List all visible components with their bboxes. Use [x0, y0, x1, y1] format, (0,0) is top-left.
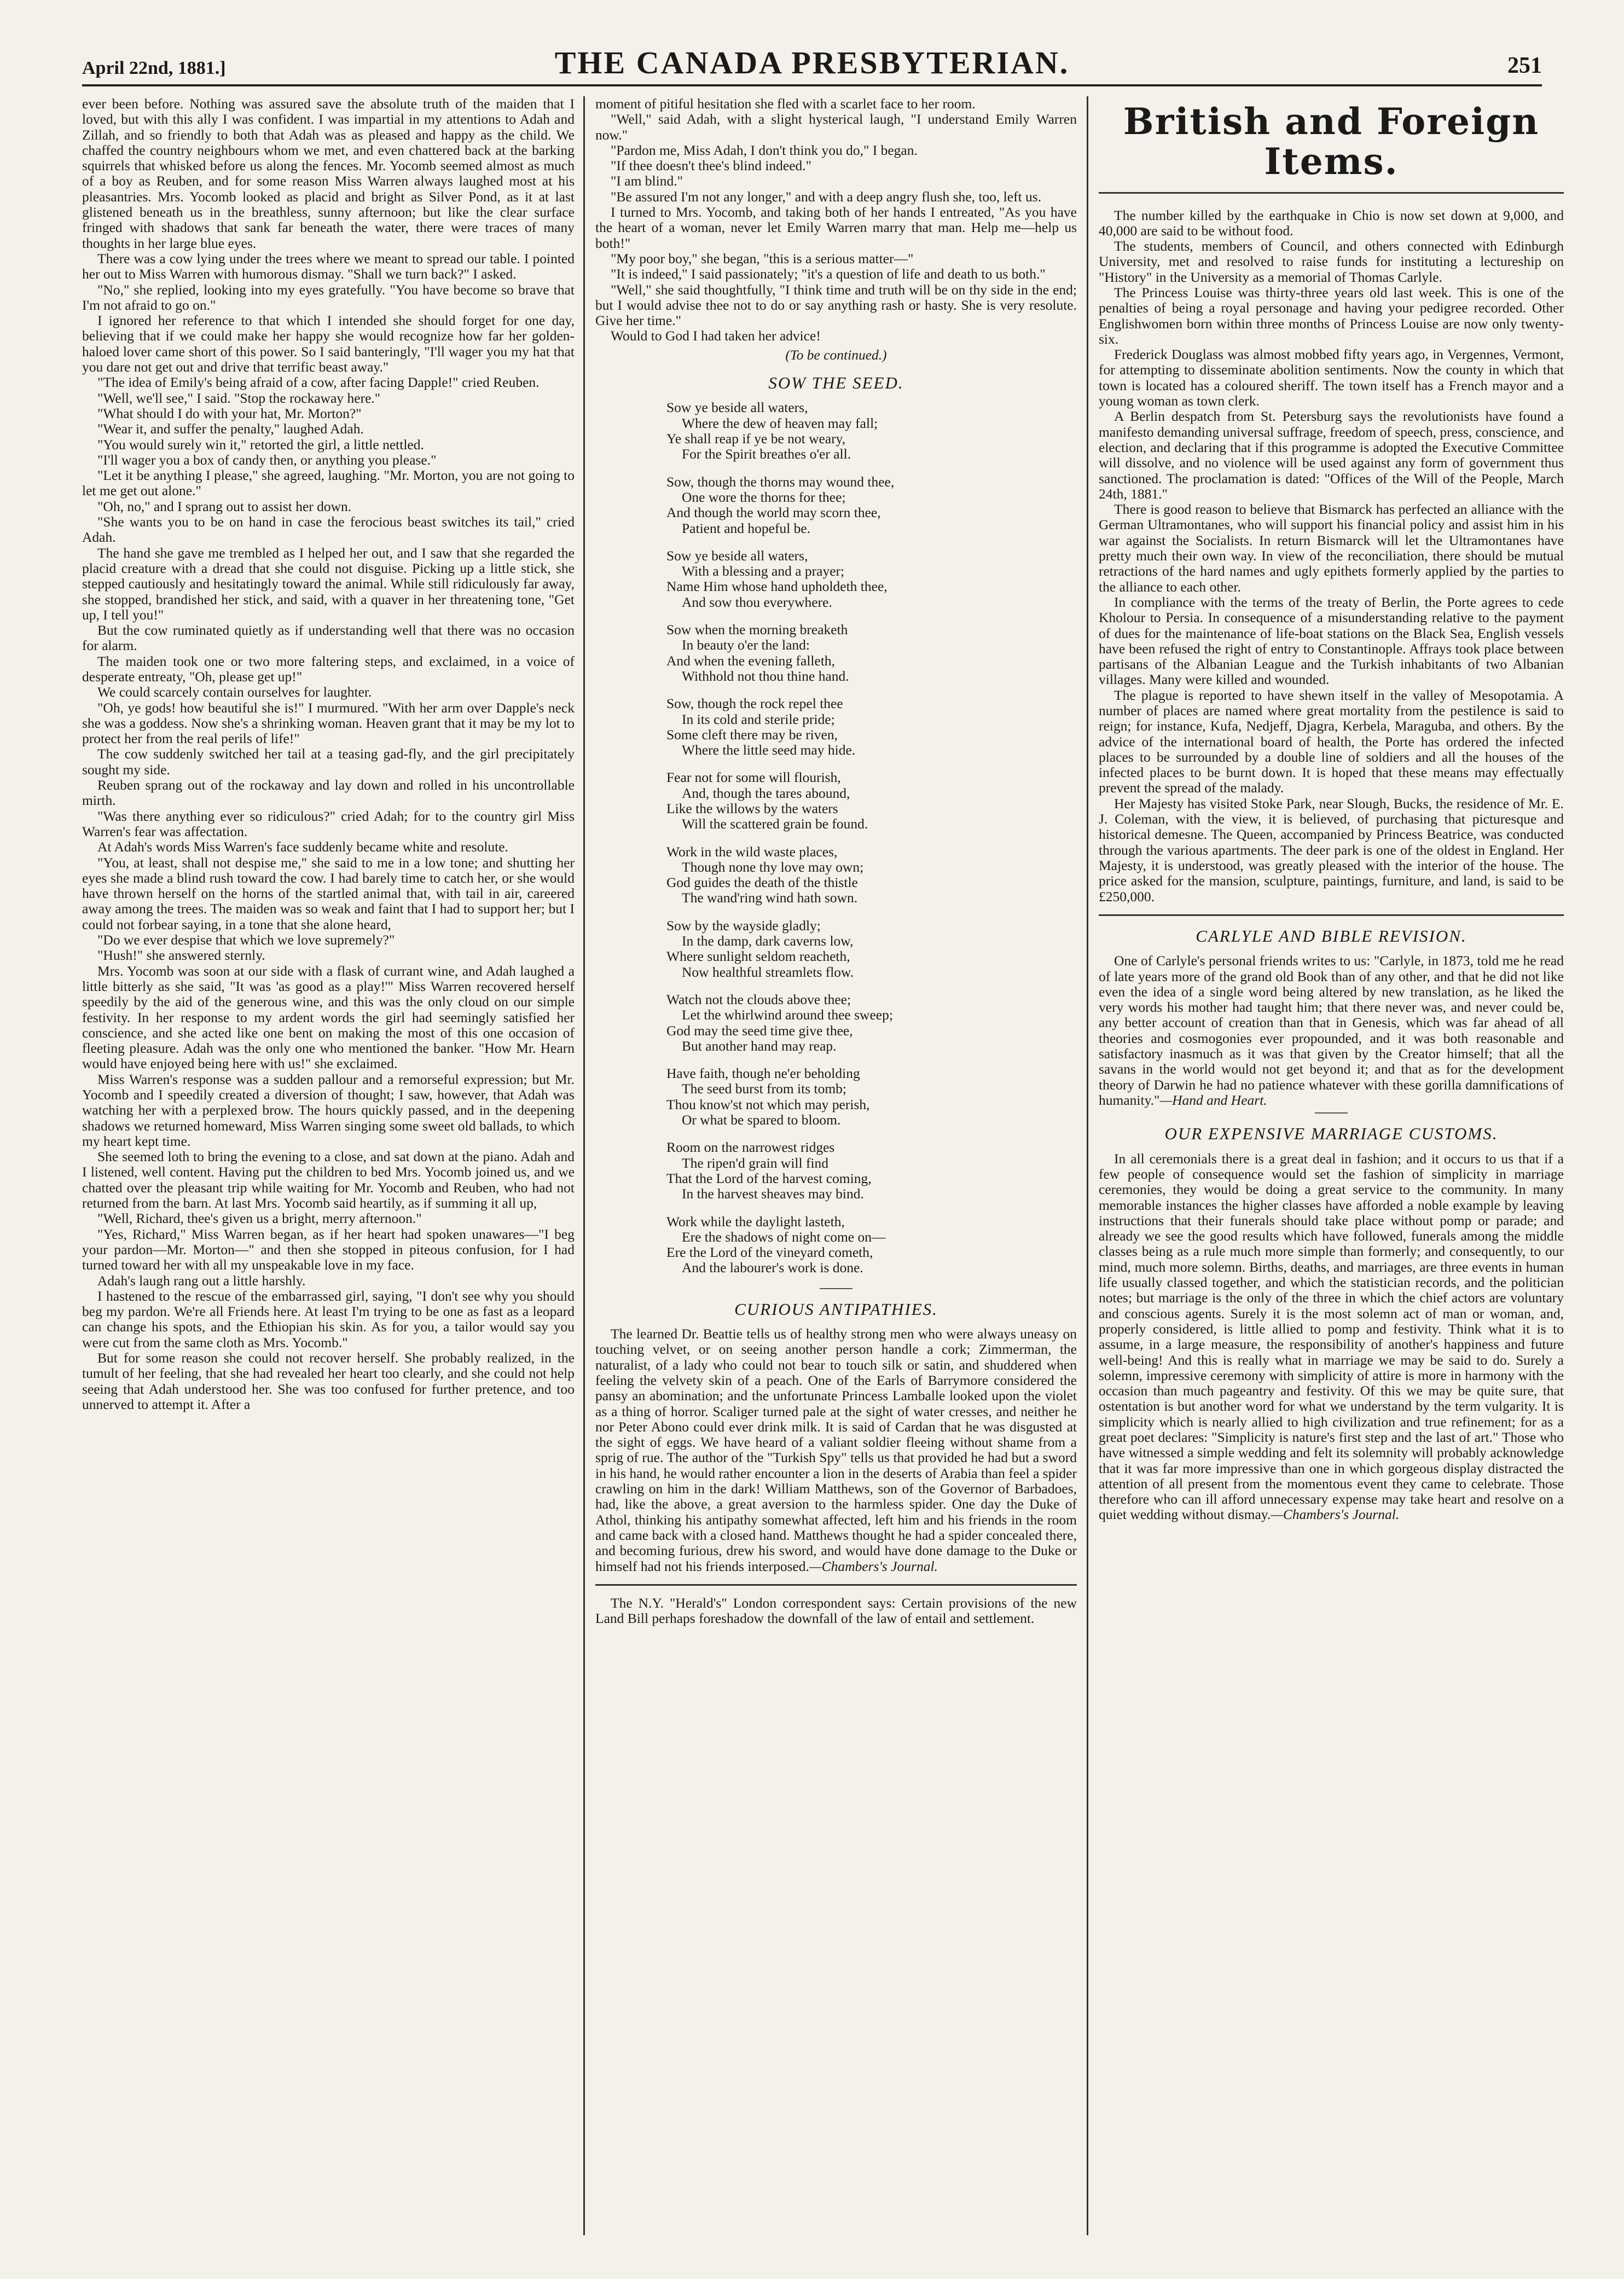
poem-line: Withhold not thou thine hand.: [682, 668, 849, 684]
story-paragraph: The hand she gave me trembled as I helped her out, and I saw that she regarded the placid creature with a dread that she could not disguise. Picking up a little stick, she stepped cautiously and hesitatingly toward the animal. While still ridiculously far away, she stopped, brandished her stick, and said, with a quaver in her threatening tone, "Get up, I tell you!": [82, 544, 575, 623]
poem-line: And the labourer's work is done.: [682, 1260, 863, 1276]
poem-line: Work while the daylight lasteth,: [666, 1213, 845, 1230]
poem-line: Where the dew of heaven may fall;: [682, 415, 878, 431]
poem-line: Sow by the wayside gladly;: [666, 917, 821, 933]
poem-line: Sow when the morning breaketh: [666, 622, 848, 638]
poem-line: The seed burst from its tomb;: [682, 1081, 846, 1097]
poem-line: Patient and hopeful be.: [682, 520, 811, 536]
poem-line: Name Him whose hand upholdeth thee,: [666, 578, 888, 595]
issue-date: April 22nd, 1881.]: [82, 58, 226, 78]
story-paragraph: "You would surely win it," retorted the girl, a little nettled.: [97, 436, 424, 453]
story-paragraph: But the cow ruminated quietly as if understanding well that there was no occasion for alarm.: [82, 622, 575, 654]
news-item: The number killed by the earthquake in Chio is now set down at 9,000, and 40,000 are said to be without food.: [1099, 207, 1564, 239]
poem-line: Where sunlight seldom reacheth,: [666, 948, 850, 965]
story-paragraph: "You, at least, shall not despise me," she said to me in a low tone; and shutting her eyes she made a blind rush toward the cow. I had barely time to catch her, or she would have thrown herself on the horns of the startled animal that, with tail in air, careered away among the trees. The maiden was so weak and faint that I had to support her; but I could not forbear saying, in a tone that she alone heard,: [82, 854, 575, 932]
poem-line: And, though the tares abound,: [682, 785, 850, 801]
news-item: A Berlin despatch from St. Petersburg says the revolutionists have found a manifesto demanding universal suffrage, freedom of speech, press, conscience, and election, and declaring that if this programme is adopted the Executive Committee will dissolve, and no violence will be used against any form of government thus sanctioned. The proclamation is dated: "Offices of the Will of the People, March 24th, 1881.": [1099, 408, 1564, 502]
story-paragraph: "Hush!" she answered sternly.: [97, 947, 265, 964]
news-item: Frederick Douglass was almost mobbed fifty years ago, in Vergennes, Vermont, for attempting to disseminate abolition sentiments. Now the county in which that town is located has a coloured sheriff. The town itself has a French mayor and a young woman as town clerk.: [1099, 346, 1564, 409]
poem-stanza: [666, 400, 1077, 462]
poem-stanza: [666, 1214, 1077, 1276]
poem-line: Have faith, though ne'er beholding: [666, 1065, 860, 1082]
newspaper-title: THE CANADA PRESBYTERIAN.: [554, 45, 1070, 80]
poem-line: Room on the narrowest ridges: [666, 1139, 835, 1156]
poem-line: Fear not for some will flourish,: [666, 769, 841, 786]
poem-line: One wore the thorns for thee;: [682, 489, 846, 505]
story-paragraph: "Do we ever despise that which we love supremely?": [97, 932, 395, 948]
column-items: [1099, 96, 1564, 2235]
column-middle: [595, 96, 1077, 2235]
story-paragraph: "Well, we'll see," I said. "Stop the rockaway here.": [97, 390, 381, 406]
poem-line: Ere the Lord of the vineyard cometh,: [666, 1244, 873, 1261]
story-paragraph: "I'll wager you a box of candy then, or anything you please.": [97, 451, 437, 468]
poem-stanza: [666, 844, 1077, 906]
story-paragraph: "The idea of Emily's being afraid of a cow, after facing Dapple!" cried Reuben.: [97, 374, 540, 391]
antipathies-text: The learned Dr. Beattie tells us of healthy strong men who were always uneasy on touching velvet, or on seeing another person handle a cork; Zimmerman, the naturalist, of a lady who could not bear to touch silk or satin, and shuddered when feeling the velvety skin of a peach. One of the Earls of Barrymore considered the pansy an abomination; and the unfortunate Princess Lamballe looked upon the violet as a thing of horror. Scaliger turned pale at the sight of water cresses, and neither he nor Peter Abono could ever drink milk. It is said of Cardan that he was disgusted at the sight of eggs. We have heard of a valiant soldier fleeing without shame from a sprig of rue. The author of the "Turkish Spy" tells us that provided he had but a sword in his hand, he would rather encounter a lion in the deserts of Arabia than feel a spider crawling on him in the dark! William Matthews, son of the Governor of Barbadoes, had, like the above, a great aversion to the harmless spider. One day the Duke of Athol, thinking his antipathy somewhat affected, left him and his friends in the room and came back with a closed hand. Matthews thought he had a spider concealed there, and becoming furious, drew his sword, and would have done damage to the Duke or himself had not his friends interposed.—Chambers's Journal.: [595, 1326, 1077, 1574]
poem-line: In the harvest sheaves may bind.: [682, 1186, 864, 1202]
poem-stanza: [666, 474, 1077, 536]
poem-line: Where the little seed may hide.: [682, 742, 856, 758]
poem-line: Or what be spared to bloom.: [682, 1112, 841, 1128]
poem-stanza: [666, 622, 1077, 684]
poem-line: With a blessing and a prayer;: [682, 563, 845, 579]
poem-line: Ye shall reap if ye be not weary,: [666, 431, 846, 447]
poem-line: Sow, though the rock repel thee: [666, 695, 843, 712]
story-paragraph: "Was there anything ever so ridiculous?" cried Adah; for to the country girl Miss Warren's fear was affectation.: [82, 808, 575, 839]
carlyle-attribution: —Hand and Heart.: [1159, 1092, 1267, 1108]
story-paragraph: The cow suddenly switched her tail at a teasing gad-fly, and the girl precipitately sought my side.: [82, 746, 575, 778]
story-paragraph: The maiden took one or two more faltering steps, and exclaimed, in a voice of desperate entreaty, "Oh, please get up!": [82, 653, 575, 685]
page-number: 251: [1507, 53, 1542, 78]
news-item: In compliance with the terms of the treaty of Berlin, the Porte agrees to cede Kholour to Persia. In consequence of a misunderstanding relative to the payment of dues for the maintenance of life-boat stations on the Black Sea, English vessels have been refused the right of entry to Constantinople. Affrays took place between partisans of the Albanian League and the Turkish inhabitants of two Albanian villages. Many were killed and wounded.: [1099, 594, 1564, 688]
story-paragraph: "Well," said Adah, with a slight hysterical laugh, "I understand Emily Warren now.": [595, 111, 1077, 143]
story-paragraph: I hastened to the rescue of the embarrassed girl, saying, "I don't see why you should beg my pardon. We're all Friends here. At least I'm trying to be one as fast as a leopard can change his spots, and the Ethiopian his skin. As for you, a tailor would say you were cut from the same cloth as Mrs. Yocomb.": [82, 1288, 575, 1350]
carlyle-text: One of Carlyle's personal friends writes to us: "Carlyle, in 1873, told me he read of late years more of the grand old Book than of any other, and that he did not like even the idea of a single word being altered by new translation, as he liked the very words his mother had taught him; that there never was, and never could be, any better account of creation than that in Genesis, which was far ahead of all theories and cosmogonies ever propounded, and it was both reasonable and satisfactory inasmuch as it was that given by the Creator himself; that all the savans in the world would not get beyond it; and that as for the development theory of Darwin he had no patience whatever with these gorilla damnifications of humanity."—Hand and Heart.: [1099, 953, 1564, 1108]
poem-line: Sow, though the thorns may wound thee,: [666, 473, 895, 490]
poem-line: Now healthful streamlets flow.: [682, 964, 854, 980]
story-continuation: [595, 96, 1077, 344]
poem-line: In beauty o'er the land:: [682, 637, 810, 653]
poem-line: Ere the shadows of night come on—: [682, 1228, 886, 1245]
story-paragraph: "Be assured I'm not any longer," and with a deep angry flush she, too, left us.: [611, 188, 1042, 205]
marriage-attribution: —Chambers's Journal.: [1271, 1506, 1400, 1523]
to-be-continued: (To be continued.): [785, 346, 887, 363]
carlyle-title: CARLYLE AND BIBLE REVISION.: [1196, 926, 1467, 946]
marriage-title: OUR EXPENSIVE MARRIAGE CUSTOMS.: [1164, 1124, 1498, 1144]
herald-text: The N.Y. "Herald's" London correspondent says: Certain provisions of the new Land Bill perhaps foreshadow the downfall of the law of entail and settlement.: [595, 1594, 1077, 1627]
story-paragraph: I turned to Mrs. Yocomb, and taking both of her hands I entreated, "As you have the heart of a woman, never let Emily Warren marry that man. Help me—help us both!": [595, 204, 1077, 251]
poem-line: In its cold and sterile pride;: [682, 711, 835, 727]
poem-stanza: [666, 696, 1077, 758]
story-paragraph: "I am blind.": [611, 173, 683, 189]
poem-line: But another hand may reap.: [682, 1037, 837, 1054]
poem-stanza: [666, 1066, 1077, 1128]
story-paragraph: "It is indeed," I said passionately; "it's a question of life and death to us both.": [611, 266, 1046, 282]
antipathies-title: CURIOUS ANTIPATHIES.: [734, 1299, 938, 1319]
story-paragraph: "Oh, no," and I sprang out to assist her down.: [97, 498, 352, 514]
story-paragraph: Adah's laugh rang out a little harshly.: [97, 1272, 306, 1289]
poem-line: God may the seed time give thee,: [666, 1022, 853, 1039]
poem-stanza: [666, 992, 1077, 1054]
story-paragraph: "Well, Richard, thee's given us a bright, merry afternoon.": [97, 1210, 422, 1227]
story-paragraph: "If thee doesn't thee's blind indeed.": [611, 158, 812, 174]
section-rule: [1315, 1112, 1348, 1114]
poem-line: Work in the wild waste places,: [666, 843, 838, 860]
poem-stanza: [666, 918, 1077, 980]
story-paragraph: She seemed loth to bring the evening to a close, and sat down at the piano. Adah and I listened, well content. Having put the children to bed Mrs. Yocomb joined us, and we chatted over the pleasant trip while waiting for Mr. Yocomb and Reuben, who had not returned from the barn. At last Mrs. Yocomb said heartily, as if summing it all up,: [82, 1149, 575, 1211]
news-item: The Princess Louise was thirty-three years old last week. This is one of the penalties of being a royal personage and having your pedigree recorded. Other Englishwomen born within three months of Princess Louise are now only twenty-six.: [1099, 284, 1564, 347]
poem-stanza: [666, 548, 1077, 610]
story-paragraph: Reuben sprang out of the rockaway and lay down and rolled in his uncontrollable mirth.: [82, 777, 575, 809]
poem-line: Thou know'st not which may perish,: [666, 1096, 870, 1112]
story-paragraph: "Let it be anything I please," she agreed, laughing. "Mr. Morton, you are not going to let me get out alone.": [82, 467, 575, 499]
story-paragraph: "What should I do with your hat, Mr. Morton?": [97, 405, 362, 421]
poem-line: God guides the death of the thistle: [666, 874, 858, 891]
news-item: Her Majesty has visited Stoke Park, near Slough, Bucks, the residence of Mr. E. J. Coleman, with the view, it is believed, of purchasing that picturesque and historical demesne. The Queen, accompanied by Princess Beatrice, was conducted through the various apartments. The deer park is one of the oldest in England. Her Majesty, it is understood, was greatly pleased with the interior of the house. The price asked for the mansion, sculpture, paintings, furniture, and land, is said to be £250,000.: [1099, 795, 1564, 904]
poem-line: Like the willows by the waters: [666, 800, 838, 816]
story-paragraph: Mrs. Yocomb was soon at our side with a flask of currant wine, and Adah laughed a little bitterly as she said, "It was 'as good as a play!'" Miss Warren recovered herself speedily by the aid of the generous wine, and this was the only cloud on our simple festivity. In her response to my ardent words the girl had seemingly satisfied her conscience, and she acted like one bent on making the most of this one occasion of fleeting pleasure. Adah was the only one who mentioned the banker. "How Mr. Hearn would have enjoyed being here with us!" she exclaimed.: [82, 962, 575, 1072]
poem-stanza: [666, 1140, 1077, 1202]
british-foreign-masthead: British and Foreign Items.: [1099, 96, 1564, 194]
poem-stanza: [666, 770, 1077, 832]
poem-line: That the Lord of the harvest coming,: [666, 1170, 872, 1186]
news-items: [1099, 208, 1564, 904]
section-rule: [595, 1584, 1077, 1586]
poem-line: Will the scattered grain be found.: [682, 816, 868, 832]
section-rule: [820, 1288, 852, 1289]
story-paragraph: ever been before. Nothing was assured save the absolute truth of the maiden that I loved, but with this ally I was confident. I was impartial in my attentions to Adah and Zillah, and so friendly to both that Adah was as pleased and happy as the child. We chaffed the country neighbours whom we met, and even chattered back at the barking squirrels that whisked before us along the fences. Mr. Yocomb seemed almost as much of a boy as Reuben, and for some reason Miss Warren always laughed most at his pleasantries. Mrs. Yocomb looked as placid and bright as Silver Pond, as it at last glistened beneath us in the breathless, sunny afternoon; but like the clear surface fringed with shadows that sank far beneath the water, there were traces of many thoughts in her large blue eyes.: [82, 96, 575, 251]
story-paragraph: "No," she replied, looking into my eyes gratefully. "You have become so brave that I'm not afraid to go on.": [82, 281, 575, 313]
column-divider: [583, 96, 585, 2235]
story-paragraph: "My poor boy," she began, "this is a serious matter—": [611, 250, 914, 266]
poem-line: And sow thou everywhere.: [682, 594, 832, 610]
poem-line: In the damp, dark caverns low,: [682, 933, 854, 949]
antipathies-attribution: —Chambers's Journal.: [809, 1558, 938, 1574]
poem-line: Some cleft there may be riven,: [666, 726, 838, 743]
story-paragraph: "Oh, ye gods! how beautiful she is!" I murmured. "With her arm over Dapple's neck she was a goddess. Now she's a shrinking woman. Heaven grant that it may be my lot to protect her from the real perils of life!": [82, 699, 575, 747]
story-paragraph: Would to God I had taken her advice!: [611, 328, 821, 344]
story-paragraph: There was a cow lying under the trees where we meant to spread our table. I pointed her out to Miss Warren with humorous dismay. "Shall we turn back?" I asked.: [82, 250, 575, 282]
story-paragraph: "Yes, Richard," Miss Warren began, as if her heart had spoken unawares—"I beg your pardon—Mr. Morton—" and then she stopped in piteous confusion, for I had turned toward her with all my unspeakable love in my face.: [82, 1226, 575, 1273]
poem-line: Though none thy love may own;: [682, 859, 864, 875]
poem-line: For the Spirit breathes o'er all.: [682, 446, 851, 462]
poem-line: Sow ye beside all waters,: [666, 547, 808, 564]
poem-title: SOW THE SEED.: [768, 373, 904, 393]
news-item: There is good reason to believe that Bismarck has perfected an alliance with the German Ultramontanes, who will support his financial policy and assist him in his war against the Socialists. In return Bismarck will let the Ultramontanes have pretty much their own way. In view of the reconciliation, there should be mutual retractions of the hard names and ugly epithets formerly applied by the parties to the alliance to each other.: [1099, 501, 1564, 595]
poem-line: And when the evening falleth,: [666, 652, 836, 669]
story-paragraph: "She wants you to be on hand in case the ferocious beast switches its tail," cried Adah.: [82, 514, 575, 546]
story-paragraph: But for some reason she could not recover herself. She probably realized, in the tumult of her feeling, that she had revealed her heart too clearly, and she could not help seeing that Adah understood her. She was too confused for further pretence, and too unnerved to attempt it. After a: [82, 1350, 575, 1412]
news-item: The students, members of Council, and others connected with Edinburgh University, met and resolved to raise funds for instituting a lectureship on "History" in the University as a memorial of Thomas Carlyle.: [1099, 238, 1564, 285]
column-story: [82, 96, 575, 2235]
story-paragraph: "Pardon me, Miss Adah, I don't think you do," I began.: [611, 142, 918, 158]
news-item: The plague is reported to have shewn itself in the valley of Mesopotamia. A number of places are named where great mortality from the pestilence is said to reign; for instance, Kufa, Nedjeff, Djagra, Kerbela, Maraguba, and others. By the advice of the international board of health, the Porte has ordered the infected places to be surrounded by a double line of soldiers and all the houses of the infected places to be burnt down. It is hoped that these means may effectually prevent the spread of the malady.: [1099, 687, 1564, 796]
poem-sow-the-seed: [666, 400, 1077, 1275]
story-paragraph: I ignored her reference to that which I intended she should forget for one day, believing that if we could make her happy she would recognize how far her golden-haloed lover came short of this power. So I said banteringly, "I'll wager you my hat that you dare not get out and drive that terrific beast away.": [82, 312, 575, 375]
story-paragraph: "Wear it, and suffer the penalty," laughed Adah.: [97, 421, 364, 437]
column-divider: [1087, 96, 1088, 2235]
poem-line: Let the whirlwind around thee sweep;: [682, 1007, 893, 1023]
poem-line: Sow ye beside all waters,: [666, 399, 808, 416]
page-header: [82, 46, 1542, 86]
poem-line: And though the world may scorn thee,: [666, 504, 881, 521]
story-paragraph: At Adah's words Miss Warren's face suddenly became white and resolute.: [97, 839, 508, 855]
poem-line: The ripen'd grain will find: [682, 1155, 829, 1171]
story-paragraph: moment of pitiful hesitation she fled with a scarlet face to her room.: [595, 96, 976, 112]
marriage-text: In all ceremonials there is a great deal in fashion; and it occurs to us that if a few people of consequence would set the fashion of simplicity in marriage ceremonies, they would be doing a great service to the community. In many memorable instances the higher classes have afforded a noble example by leaving instructions that their funerals should take place without pomp or parade; and already we see the good results which have followed, funerals among the middle classes being as a rule much more simple than formerly; and consequently, to our mind, much more solemn. Births, deaths, and marriages, are three events in human life usually classed together, and which the statistician records, and the politician notes; but marriage is the only of the three in which the chief actors are voluntary and conscious agents. Surely it is the most solemn act of man or woman, and, properly considered, is little allied to pomp and festivity. Think what it is to assume, in a large measure, the responsibility of another's happiness and future well-being! And this is really what in marriage we may be said to do. Surely a solemn, impressive ceremony with simplicity of attire is more in harmony with the occasion than much pageantry and festivity. Of this we may be quite sure, that ostentation is but another word for what we understand by the term vulgarity. It is simplicity which is nearly allied to high civilization and true refinement; for as a great poet declares: "Simplicity is nature's first step and the last of art." Those who have witnessed a simple wedding and felt its solemnity will probably acknowledge that it was far more impressive than one in which gorgeous display distracted the attention of all present from the momentous event they came to celebrate. Those therefore who can ill afford unnecessary expense may take heart and resolve on a quiet wedding without dismay.—Chambers's Journal.: [1099, 1150, 1564, 1523]
poem-line: The wand'ring wind hath sown.: [682, 890, 858, 906]
story-paragraph: Miss Warren's response was a sudden pallour and a remorseful expression; but Mr. Yocomb and I speedily created a diversion of thought; I saw, however, that Adah was watching her with a perplexed brow. The hours quickly passed, and in the deepening shadows we returned homeward, Miss Warren singing some sweet old ballads, to which my heart kept time.: [82, 1071, 575, 1149]
section-rule: [1099, 914, 1564, 916]
poem-line: Watch not the clouds above thee;: [666, 991, 851, 1007]
story-paragraph: We could scarcely contain ourselves for laughter.: [97, 684, 372, 700]
story-paragraph: "Well," she said thoughtfully, "I think time and truth will be on thy side in the end; but I would advise thee not to do or say anything rash or hasty. She is very resolute. Give her time.": [595, 281, 1077, 329]
